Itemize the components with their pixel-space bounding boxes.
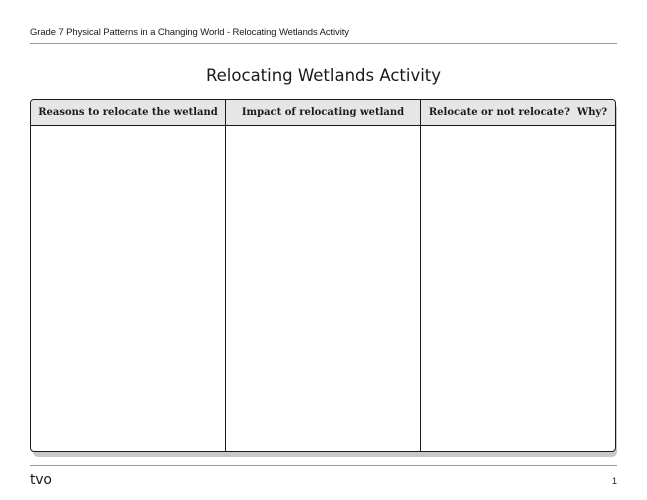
page-title: Relocating Wetlands Activity: [205, 66, 442, 85]
activity-table: [30, 99, 616, 452]
answer-cell-reasons[interactable]: [31, 126, 226, 451]
column-header-impact: Impact of relocating wetland: [226, 100, 421, 125]
table-body-row: [31, 126, 615, 451]
table-header-row: [31, 100, 615, 126]
running-header: Grade 7 Physical Patterns in a Changing World - Relocating Wetlands Activity: [30, 27, 349, 38]
tvo-logo: tvo: [30, 472, 52, 488]
header-divider: [30, 43, 617, 44]
footer-divider: [30, 465, 617, 466]
page-number: 1: [611, 476, 617, 486]
column-header-reasons: Reasons to relocate the wetland: [31, 100, 226, 125]
answer-cell-impact[interactable]: [226, 126, 421, 451]
column-header-decision: Relocate or not relocate? Why?: [428, 107, 608, 118]
answer-cell-decision[interactable]: [421, 126, 615, 451]
